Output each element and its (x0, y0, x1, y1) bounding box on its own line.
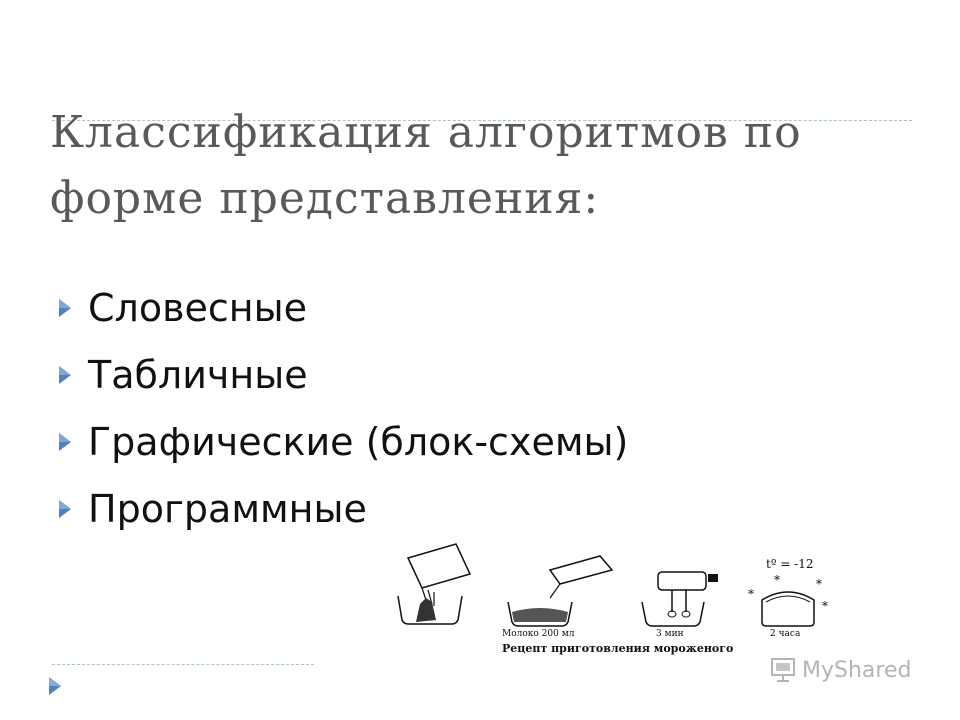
list-item (58, 274, 628, 341)
triangle-right-icon (58, 298, 72, 318)
list-item-label: Табличные (88, 352, 308, 397)
ice-cream-bowl-icon (762, 592, 814, 626)
list-item-label: Графические (блок-схемы) (88, 419, 629, 464)
triangle-right-icon (58, 432, 72, 452)
svg-text:*: * (822, 599, 828, 613)
milk-carton-icon (550, 556, 612, 598)
svg-text:*: * (774, 573, 780, 587)
mixer-icon (658, 572, 718, 617)
bowl-icon (508, 602, 572, 626)
list-item (58, 341, 628, 408)
sugar-packet-icon (408, 544, 470, 606)
chevron-right-icon[interactable] (47, 676, 63, 696)
watermark-text: MyShared (802, 657, 912, 683)
snowflake-icon (748, 573, 828, 613)
footer-divider (52, 664, 314, 665)
ice-cream-recipe-illustration (390, 540, 840, 660)
triangle-right-icon (58, 499, 72, 519)
bowl-icon (642, 602, 704, 626)
bowl-icon (398, 596, 462, 624)
step-label: 3 мин (656, 629, 684, 639)
step-label: Молоко 200 мл (502, 629, 575, 639)
svg-text:*: * (816, 577, 822, 591)
list-item-label: Словесные (88, 285, 307, 330)
presentation-board-icon (768, 656, 798, 684)
svg-text:*: * (748, 587, 754, 601)
temperature-label: tº = -12 (766, 557, 814, 571)
step-label: 2 часа (770, 629, 801, 639)
list-item (58, 475, 628, 542)
bullet-list (58, 274, 628, 542)
recipe-caption: Рецепт приготовления мороженого (502, 642, 734, 655)
watermark (768, 656, 911, 684)
list-item-label: Программные (88, 486, 367, 531)
triangle-right-icon (58, 365, 72, 385)
slide-title: Классификация алгоритмов по форме представления: (50, 107, 802, 224)
list-item (58, 408, 628, 475)
